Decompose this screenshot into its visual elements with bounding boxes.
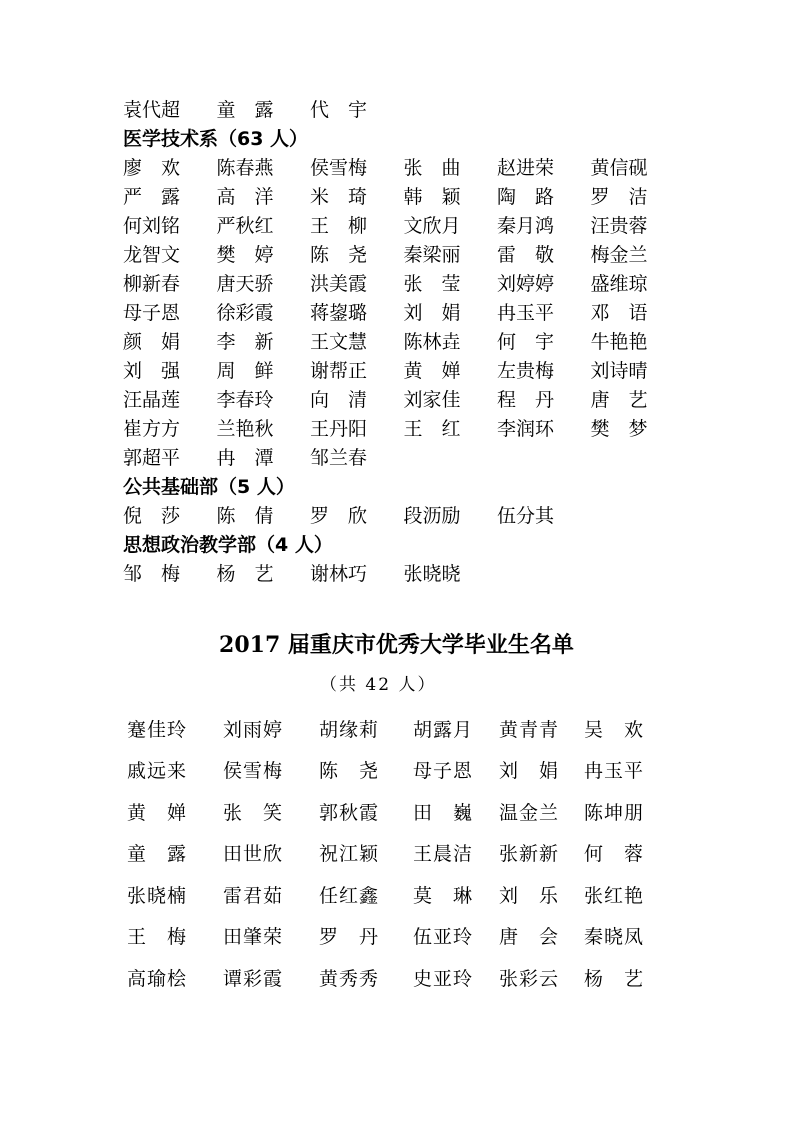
name-row: [123, 415, 723, 444]
student-name: 李 新: [216, 331, 274, 353]
student-name: 段沥励: [403, 505, 461, 527]
student-name: 唐天骄: [216, 273, 274, 295]
graduate-name: 陈坤朋: [584, 801, 645, 824]
student-name: 龙智文: [123, 244, 181, 266]
student-name: 张 莹: [403, 273, 461, 295]
student-name: 刘诗晴: [590, 360, 648, 382]
student-name: 向 清: [310, 389, 368, 411]
student-name: 洪美霞: [310, 273, 368, 295]
name-row: [123, 241, 723, 270]
student-name: 李春玲: [216, 389, 274, 411]
graduate-name: 伍亚玲: [413, 926, 474, 949]
name-row: [123, 96, 723, 125]
student-name: 樊 婷: [216, 244, 274, 266]
student-name: 邹兰春: [310, 447, 368, 469]
graduate-name: 张彩云: [499, 967, 560, 990]
graduate-name: 张红艳: [584, 884, 645, 907]
graduate-name: 黄青青: [499, 718, 560, 741]
department-heading: 思想政治教学部（4 人）: [123, 534, 333, 556]
student-name: 严秋红: [216, 215, 274, 237]
graduate-name: 唐 会: [499, 926, 560, 949]
graduate-name: 侯雪梅: [223, 760, 284, 783]
graduate-name: 何 蓉: [584, 843, 645, 866]
student-name: 童 露: [216, 99, 274, 121]
table-row: [127, 875, 687, 917]
graduate-name: 田肇荣: [223, 926, 284, 949]
graduate-name: 吴 欢: [584, 718, 645, 741]
student-name: 何刘铭: [123, 215, 181, 237]
student-name: 张 曲: [403, 157, 461, 179]
student-name: 米 琦: [310, 186, 368, 208]
student-name: 伍分其: [497, 505, 555, 527]
graduate-name: 杨 艺: [584, 967, 645, 990]
student-name: 郭超平: [123, 447, 181, 469]
student-name: 徐彩霞: [216, 302, 274, 324]
student-name: 罗 洁: [590, 186, 648, 208]
student-name: 王文慧: [310, 331, 368, 353]
student-name: 母子恩: [123, 302, 181, 324]
graduate-name: 童 露: [127, 843, 188, 866]
name-row: [123, 386, 723, 415]
student-name: 黄信砚: [590, 157, 648, 179]
name-row: [123, 183, 723, 212]
student-name: 张晓晓: [403, 563, 461, 585]
graduate-name: 温金兰: [499, 801, 560, 824]
student-name: 陶 路: [497, 186, 555, 208]
graduate-list-table: [127, 709, 687, 1000]
department-heading: 公共基础部（5 人）: [123, 476, 295, 498]
student-name: 左贵梅: [497, 360, 555, 382]
graduate-name: 莫 琳: [413, 884, 474, 907]
list-title: 2017 届重庆市优秀大学毕业生名单: [219, 632, 574, 658]
department-heading: 医学技术系（63 人）: [123, 128, 309, 150]
student-name: 李润环: [497, 418, 555, 440]
student-name: 何 宇: [497, 331, 555, 353]
graduate-name: 祝江颖: [319, 843, 380, 866]
graduate-name: 张晓楠: [127, 884, 188, 907]
student-name: 谢帮正: [310, 360, 368, 382]
name-row: [123, 502, 723, 531]
student-name: 王 柳: [310, 215, 368, 237]
graduate-name: 陈 尧: [319, 760, 380, 783]
table-row: [127, 917, 687, 959]
table-row: [127, 709, 687, 751]
student-name: 冉 潭: [216, 447, 274, 469]
student-name: 崔方方: [123, 418, 181, 440]
student-name: 唐 艺: [590, 389, 648, 411]
graduate-name: 秦晓凤: [584, 926, 645, 949]
name-row: [123, 357, 723, 386]
table-row: [127, 792, 687, 834]
student-name: 汪晶莲: [123, 389, 181, 411]
student-name: 王丹阳: [310, 418, 368, 440]
student-name: 严 露: [123, 186, 181, 208]
student-name: 陈 尧: [310, 244, 368, 266]
table-row: [127, 751, 687, 793]
graduate-name: 刘 乐: [499, 884, 560, 907]
student-name: 樊 梦: [590, 418, 648, 440]
graduate-name: 谭彩霞: [223, 967, 284, 990]
graduate-name: 史亚玲: [413, 967, 474, 990]
student-name: 邓 语: [590, 302, 648, 324]
student-name: 秦月鸿: [497, 215, 555, 237]
student-name: 代 宇: [310, 99, 368, 121]
student-name: 冉玉平: [497, 302, 555, 324]
name-row: [123, 299, 723, 328]
student-name: 颜 娟: [123, 331, 181, 353]
list-subtitle: （共 42 人）: [320, 675, 437, 695]
graduate-name: 张新新: [499, 843, 560, 866]
graduate-name: 田 巍: [413, 801, 474, 824]
name-row: [123, 560, 723, 589]
graduate-name: 蹇佳玲: [127, 718, 188, 741]
student-name: 程 丹: [497, 389, 555, 411]
student-name: 刘 强: [123, 360, 181, 382]
student-name: 黄 婵: [403, 360, 461, 382]
student-name: 杨 艺: [216, 563, 274, 585]
student-name: 周 鲜: [216, 360, 274, 382]
graduate-name: 胡缘莉: [319, 718, 380, 741]
graduate-name: 张 笑: [223, 801, 284, 824]
student-name: 兰艳秋: [216, 418, 274, 440]
honor-list-section: [123, 96, 723, 589]
student-name: 雷 敬: [497, 244, 555, 266]
name-row: [123, 444, 723, 473]
graduate-name: 刘 娟: [499, 760, 560, 783]
student-name: 谢林巧: [310, 563, 368, 585]
graduate-name: 黄 婵: [127, 801, 188, 824]
graduate-name: 罗 丹: [319, 926, 380, 949]
student-name: 刘家佳: [403, 389, 461, 411]
student-name: 牛艳艳: [590, 331, 648, 353]
student-name: 陈 倩: [216, 505, 274, 527]
student-name: 刘 娟: [403, 302, 461, 324]
graduate-name: 冉玉平: [584, 760, 645, 783]
student-name: 侯雪梅: [310, 157, 368, 179]
student-name: 罗 欣: [310, 505, 368, 527]
graduate-name: 雷君茹: [223, 884, 284, 907]
student-name: 倪 莎: [123, 505, 181, 527]
student-name: 袁代超: [123, 99, 181, 121]
student-name: 王 红: [403, 418, 461, 440]
name-row: [123, 270, 723, 299]
name-row: [123, 154, 723, 183]
student-name: 廖 欢: [123, 157, 181, 179]
graduate-name: 母子恩: [413, 760, 474, 783]
table-row: [127, 958, 687, 1000]
graduate-name: 高瑜桧: [127, 967, 188, 990]
student-name: 柳新春: [123, 273, 181, 295]
student-name: 邹 梅: [123, 563, 181, 585]
graduate-name: 郭秋霞: [319, 801, 380, 824]
graduate-name: 王 梅: [127, 926, 188, 949]
graduate-name: 田世欣: [223, 843, 284, 866]
student-name: 文欣月: [403, 215, 461, 237]
graduate-name: 黄秀秀: [319, 967, 380, 990]
name-row: [123, 212, 723, 241]
student-name: 盛维琼: [590, 273, 648, 295]
student-name: 梅金兰: [590, 244, 648, 266]
student-name: 陈林垚: [403, 331, 461, 353]
student-name: 韩 颖: [403, 186, 461, 208]
graduate-name: 王晨洁: [413, 843, 474, 866]
graduate-name: 刘雨婷: [223, 718, 284, 741]
table-row: [127, 834, 687, 876]
student-name: 高 洋: [216, 186, 274, 208]
name-row: [123, 328, 723, 357]
student-name: 赵进荣: [497, 157, 555, 179]
graduate-name: 胡露月: [413, 718, 474, 741]
graduate-name: 任红鑫: [319, 884, 380, 907]
student-name: 蒋鋆璐: [310, 302, 368, 324]
graduate-name: 戚远来: [127, 760, 188, 783]
student-name: 汪贵蓉: [590, 215, 648, 237]
student-name: 陈春燕: [216, 157, 274, 179]
student-name: 刘婷婷: [497, 273, 555, 295]
student-name: 秦梁丽: [403, 244, 461, 266]
